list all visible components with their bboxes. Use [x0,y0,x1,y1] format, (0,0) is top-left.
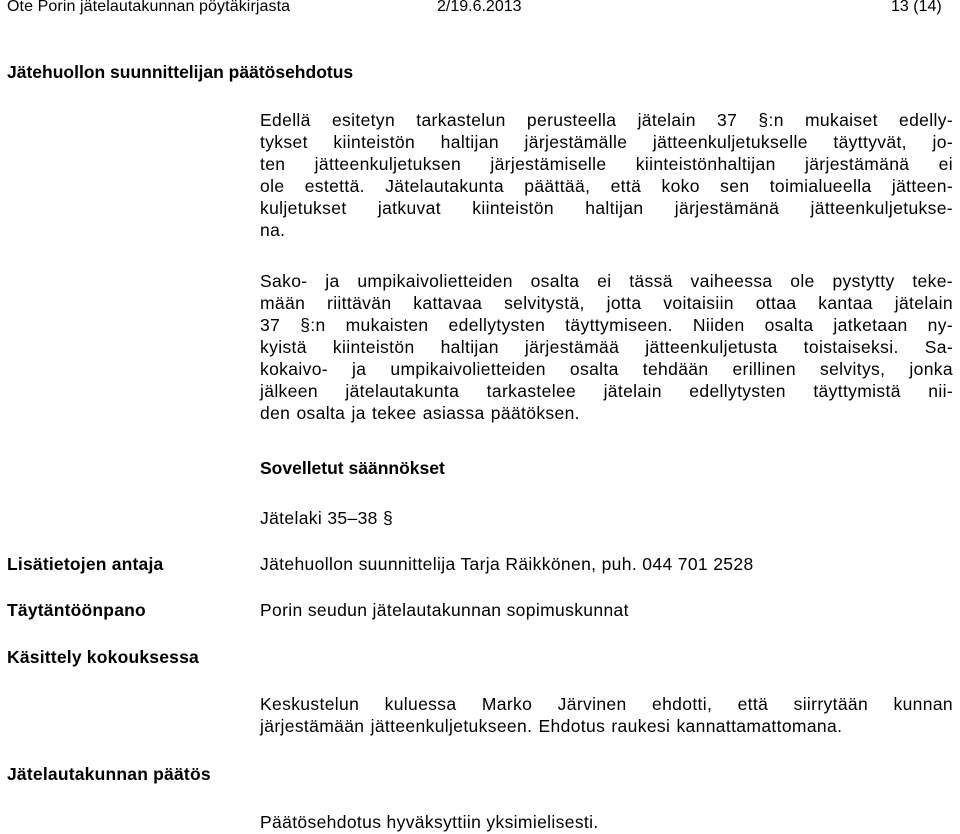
text-line: mään riittävän kattavaa selvitystä, jotta voitaisiin ottaa kantaa jätelain [260,293,953,313]
text-line: Keskustelun kuluessa Marko Järvinen ehdotti, että siirrytään kunnan [260,694,953,714]
proposal-paragraph-2 [260,270,953,424]
text-line: den osalta ja tekee asiassa päätöksen. [260,403,580,423]
proposal-paragraph-1 [260,109,953,241]
text-line: ten jätteenkuljetuksen järjestämiselle kiinteistönhaltijan järjestämänä ei [260,154,953,174]
document-source: Ote Porin jätelautakunnan pöytäkirjasta [7,0,291,15]
section-title: Jätehuollon suunnittelijan päätösehdotus [7,62,354,82]
text-line: järjestämään jätteenkuljetukseen. Ehdotus raukesi kannattamattomana. [260,716,843,736]
text-line: ole estettä. Jätelautakunta päättää, että koko sen toimialueella jätteen- [260,176,953,196]
meeting-text [260,693,953,737]
text-line: na. [260,220,286,240]
text-line: jälkeen jätelautakunta tarkastelee jätelain edellytysten täyttymistä nii- [260,381,953,401]
applied-rules-heading: Sovelletut säännökset [260,458,445,478]
text-line: 37 §:n mukaisten edellytysten täyttymiseen. Niiden osalta jatketaan ny- [260,315,953,335]
text-line: kokaivo- ja umpikaivolietteiden osalta tehdään erillinen selvitys, jonka [260,359,953,379]
text-line: Sako- ja umpikaivolietteiden osalta ei tässä vaiheessa ole pystytty teke- [260,271,953,291]
info-value: Jätehuollon suunnittelija Tarja Räikkönen, puh. 044 701 2528 [260,554,754,574]
implementation-label: Täytäntöönpano [7,600,146,620]
text-line: kuljetukset jatkuvat kiinteistön haltijan järjestämänä jätteenkuljetukse- [260,198,953,218]
decision-label: Jätelautakunnan päätös [7,764,211,784]
implementation-value: Porin seudun jätelautakunnan sopimuskunnat [260,600,629,620]
decision-value: Päätösehdotus hyväksyttiin yksimielisesti. [260,812,599,832]
text-line: kyistä kiinteistön haltijan järjestämää jätteenkuljetusta toistaiseksi. Sa- [260,337,953,357]
meeting-label: Käsittely kokouksessa [7,647,199,667]
text-line: tykset kiinteistön haltijan järjestämälle jätteenkuljetukselle täyttyvät, jo- [260,132,953,152]
info-label: Lisätietojen antaja [7,554,164,574]
applied-rules-text: Jätelaki 35–38 § [260,508,394,528]
text-line: Edellä esitetyn tarkastelun perusteella jätelain 37 §:n mukaiset edelly- [260,110,953,130]
page-number: 13 (14) [891,0,942,15]
meeting-date: 2/19.6.2013 [437,0,522,15]
